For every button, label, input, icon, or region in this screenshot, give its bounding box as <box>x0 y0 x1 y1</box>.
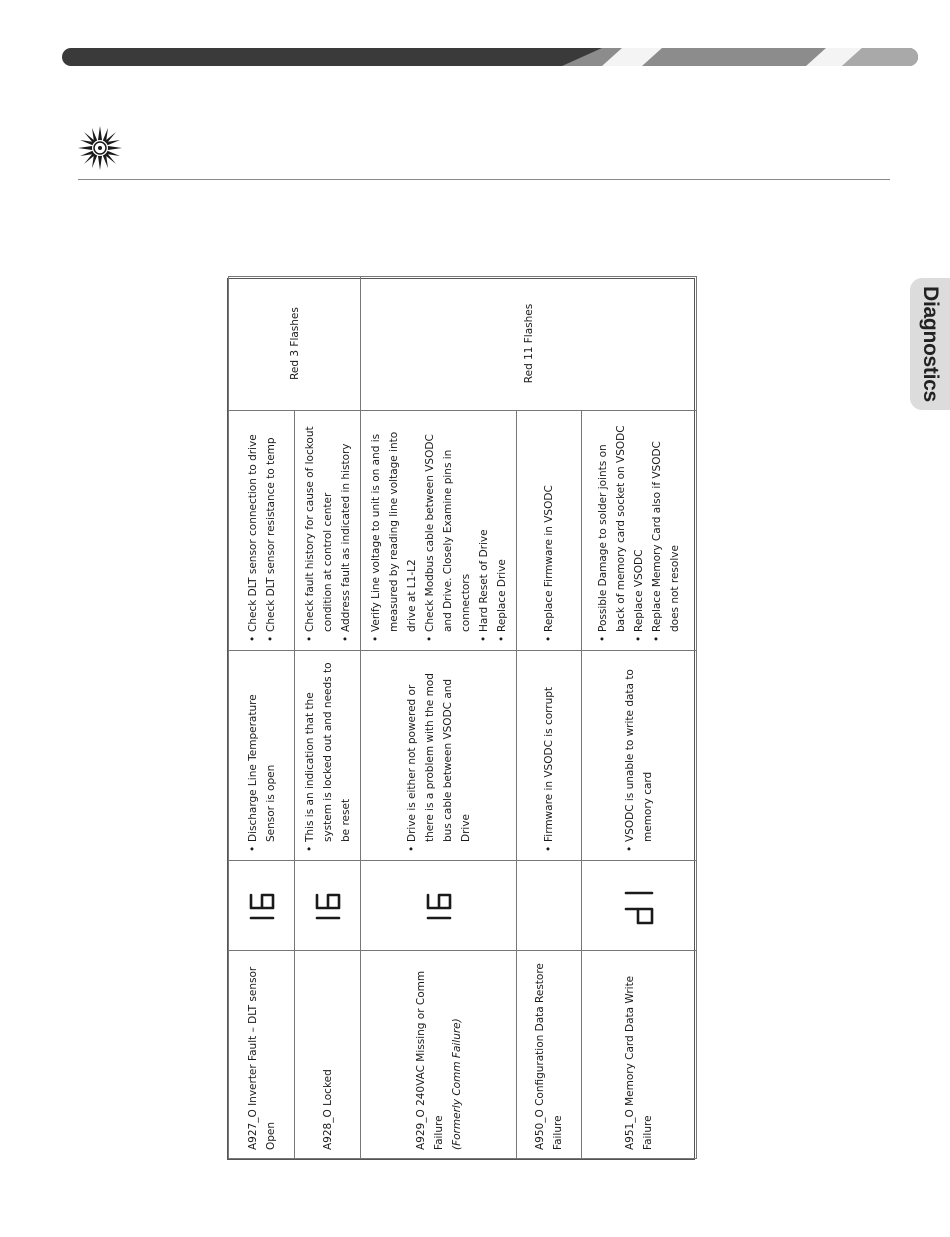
description-cell <box>229 651 295 861</box>
action-item: • Replace Drive <box>493 419 511 632</box>
action-item: • Possible Damage to solder joints on back of memory card socket on VSODC <box>594 419 630 632</box>
fault-table <box>228 276 697 1159</box>
display-code-cell <box>361 861 517 951</box>
alarm-cell <box>517 951 582 1159</box>
seven-segment-16-icon <box>249 886 275 926</box>
header-bar <box>62 48 918 66</box>
seven-segment-16-icon <box>315 886 341 926</box>
led-status-cell <box>229 277 361 411</box>
action-cell <box>361 411 517 651</box>
action-item: • Hard Reset of Drive <box>475 419 493 632</box>
header-bar-stripes <box>62 48 918 66</box>
action-item: • Check DLT sensor resistance to temp <box>262 419 280 632</box>
led-status-label: Red 3 Flashes <box>288 307 301 380</box>
action-item: • Check DLT sensor connection to drive <box>244 419 262 632</box>
action-item: • Replace Firmware in VSODC <box>540 419 558 632</box>
action-cell <box>517 411 582 651</box>
led-status-label: Red 11 Flashes <box>522 303 535 384</box>
display-code-cell <box>295 861 361 951</box>
header-rule <box>78 179 890 180</box>
action-item: • Check Modbus cable between VSODC and Drive. Closely Examine pins in connectors <box>421 419 475 632</box>
alarm-cell <box>361 951 517 1159</box>
alarm-name: A929_O 240VAC Missing or Comm Failure <box>414 970 445 1150</box>
diagnostics-tab[interactable] <box>910 278 950 410</box>
action-item: • Replace VSODC <box>630 419 648 632</box>
display-code-cell <box>229 861 295 951</box>
alarm-cell <box>295 951 361 1159</box>
description-cell <box>517 651 582 861</box>
action-cell <box>229 411 295 651</box>
fault-table-container <box>227 278 695 1160</box>
display-code-cell <box>517 861 582 951</box>
description-cell <box>361 651 517 861</box>
description-item: • VSODC is unable to write data to memory card <box>621 659 657 842</box>
led-status-cell <box>361 277 697 411</box>
seven-segment-16-icon <box>426 886 452 926</box>
description-item: • Discharge Line Temperature Sensor is open <box>244 659 280 842</box>
display-code-cell <box>582 861 697 951</box>
action-item: • Check fault history for cause of lockout condition at control center <box>301 419 337 632</box>
starburst-logo-icon <box>78 126 122 170</box>
description-item: • Firmware in VSODC is corrupt <box>540 659 558 842</box>
table-row <box>229 277 295 1159</box>
alarm-name: A950_O Configuration Data Restore Failure <box>534 963 564 1150</box>
description-cell <box>295 651 361 861</box>
action-cell <box>295 411 361 651</box>
diagnostics-tab-label: Diagnostics <box>919 286 942 402</box>
action-item: • Verify Line voltage to unit is on and is measured by reading line voltage into drive at L1-L2 <box>367 419 421 632</box>
action-item: • Address fault as indicated in history <box>337 419 355 632</box>
alarm-cell <box>582 951 697 1159</box>
table-row <box>361 277 517 1159</box>
description-item: • Drive is either not powered or there is a problem with the mod bus cable between VSODC and Drive <box>403 659 475 842</box>
action-cell <box>582 411 697 651</box>
alarm-note: (Formerly Comm Failure) <box>450 1018 463 1150</box>
seven-segment-d1-icon <box>624 884 654 928</box>
description-cell <box>582 651 697 861</box>
alarm-name: A951_O Memory Card Data Write Failure <box>624 975 654 1150</box>
alarm-name: A928_O Locked <box>321 1069 334 1150</box>
alarm-name: A927_O Inverter Fault – DLT sensor Open <box>246 966 277 1150</box>
action-item: • Replace Memory Card also if VSODC does not resolve <box>648 419 684 632</box>
alarm-cell <box>229 951 295 1159</box>
description-item: • This is an indication that the system is locked out and needs to be reset <box>301 659 355 842</box>
